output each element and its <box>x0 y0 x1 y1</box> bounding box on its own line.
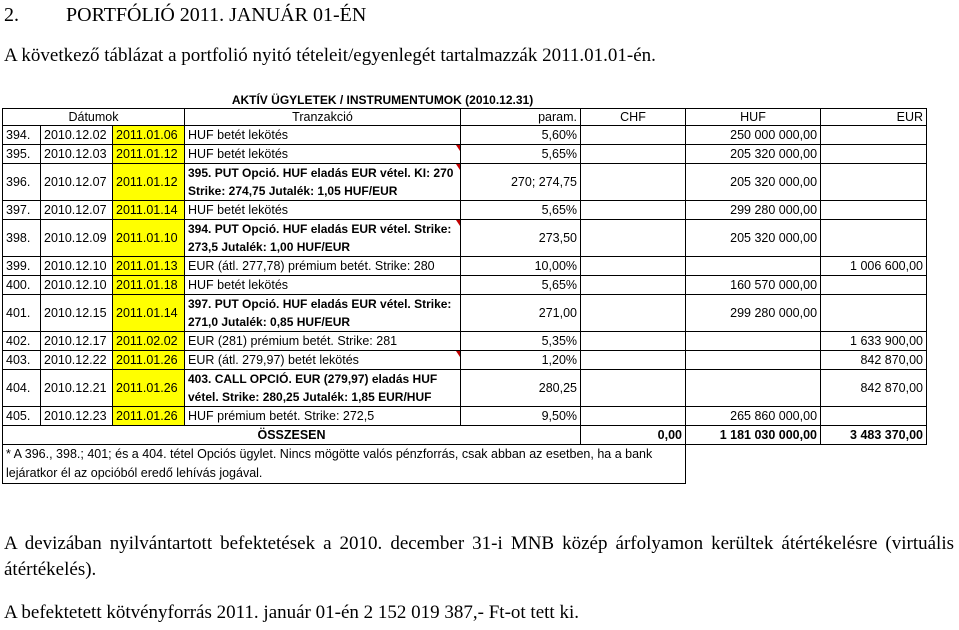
row-transaction: HUF betét lekötés <box>185 145 461 164</box>
row-date-end: 2011.01.12 <box>113 164 185 201</box>
row-date-start: 2010.12.21 <box>41 370 113 407</box>
row-id: 400. <box>3 276 41 295</box>
row-id: 402. <box>3 332 41 351</box>
header-huf: HUF <box>686 109 821 126</box>
paragraph-revaluation: A devizában nyilvántartott befektetések a 2010. december 31-i MNB közép árfolyamon kerültek átértékelésre (virtuális átértékelés). <box>4 533 954 580</box>
row-transaction: 394. PUT Opció. HUF eladás EUR vétel. Strike: 273,5 Jutalék: 1,00 HUF/EUR <box>185 220 461 257</box>
header-tranzakcio: Tranzakció <box>185 109 461 126</box>
row-date-end: 2011.01.14 <box>113 295 185 332</box>
row-transaction: EUR (átl. 277,78) prémium betét. Strike: 280 <box>185 257 461 276</box>
row-transaction: 403. CALL OPCIÓ. EUR (279,97) eladás HUF vétel. Strike: 280,25 Jutalék: 1,85 EUR/HUF <box>185 370 461 407</box>
row-param: 270; 274,75 <box>461 164 581 201</box>
row-date-start: 2010.12.10 <box>41 276 113 295</box>
row-transaction: HUF prémium betét. Strike: 272,5 <box>185 407 461 426</box>
portfolio-table <box>2 92 926 484</box>
row-chf <box>581 164 686 201</box>
paragraph-bond-source: A befektetett kötvényforrás 2011. január 01-én 2 152 019 387,- Ft-ot tett ki. <box>4 602 579 623</box>
row-eur <box>821 145 927 164</box>
row-param: 280,25 <box>461 370 581 407</box>
row-id: 399. <box>3 257 41 276</box>
row-huf: 299 280 000,00 <box>686 295 821 332</box>
row-date-start: 2010.12.02 <box>41 126 113 145</box>
row-id: 401. <box>3 295 41 332</box>
table-row <box>3 370 927 407</box>
row-id: 405. <box>3 407 41 426</box>
row-date-end: 2011.01.12 <box>113 145 185 164</box>
row-date-end: 2011.01.10 <box>113 220 185 257</box>
note-row <box>3 445 927 484</box>
row-date-end: 2011.01.06 <box>113 126 185 145</box>
table-note: * A 396., 398.; 401; és a 404. tétel Opciós ügylet. Nincs mögötte valós pénzforrás, csak abban az esetben, ha a bank lejáratkor él az opcióból eredő lehívás jogával. <box>3 445 686 484</box>
row-param: 1,20% <box>461 351 581 370</box>
row-transaction: 395. PUT Opció. HUF eladás EUR vétel. KI: 270 Strike: 274,75 Jutalék: 1,05 HUF/EUR <box>185 164 461 201</box>
table-row <box>3 407 927 426</box>
table-row <box>3 220 927 257</box>
row-date-end: 2011.01.14 <box>113 201 185 220</box>
row-id: 397. <box>3 201 41 220</box>
row-huf <box>686 332 821 351</box>
header-chf: CHF <box>581 109 686 126</box>
table-title: AKTÍV ÜGYLETEK / INSTRUMENTUMOK (2010.12.31) <box>231 93 534 107</box>
row-eur <box>821 126 927 145</box>
row-id: 403. <box>3 351 41 370</box>
row-date-start: 2010.12.17 <box>41 332 113 351</box>
total-row <box>3 426 927 445</box>
row-transaction: EUR (átl. 279,97) betét lekötés <box>185 351 461 370</box>
row-chf <box>581 332 686 351</box>
row-huf <box>686 351 821 370</box>
row-chf <box>581 201 686 220</box>
section-title: PORTFÓLIÓ 2011. JANUÁR 01-ÉN <box>66 4 367 26</box>
table-row <box>3 126 927 145</box>
comment-marker-icon <box>456 351 460 357</box>
total-eur: 3 483 370,00 <box>821 426 927 445</box>
row-chf <box>581 351 686 370</box>
row-date-end: 2011.01.26 <box>113 351 185 370</box>
row-id: 394. <box>3 126 41 145</box>
row-transaction: HUF betét lekötés <box>185 126 461 145</box>
row-huf: 250 000 000,00 <box>686 126 821 145</box>
row-huf <box>686 370 821 407</box>
row-chf <box>581 257 686 276</box>
table-row <box>3 295 927 332</box>
row-date-start: 2010.12.03 <box>41 145 113 164</box>
row-date-end: 2011.01.18 <box>113 276 185 295</box>
row-chf <box>581 407 686 426</box>
row-eur <box>821 295 927 332</box>
row-date-start: 2010.12.22 <box>41 351 113 370</box>
row-chf <box>581 220 686 257</box>
row-huf: 205 320 000,00 <box>686 145 821 164</box>
row-eur: 1 006 600,00 <box>821 257 927 276</box>
row-date-start: 2010.12.15 <box>41 295 113 332</box>
row-id: 395. <box>3 145 41 164</box>
row-chf <box>581 126 686 145</box>
section-number: 2. <box>4 4 19 26</box>
row-eur <box>821 407 927 426</box>
row-eur <box>821 164 927 201</box>
row-huf <box>686 257 821 276</box>
row-eur: 842 870,00 <box>821 370 927 407</box>
row-id: 398. <box>3 220 41 257</box>
row-chf <box>581 295 686 332</box>
row-param: 5,65% <box>461 276 581 295</box>
section-heading <box>4 4 366 27</box>
table-row <box>3 351 927 370</box>
row-transaction: HUF betét lekötés <box>185 276 461 295</box>
row-date-start: 2010.12.09 <box>41 220 113 257</box>
table-row <box>3 145 927 164</box>
header-datumok: Dátumok <box>3 109 185 126</box>
row-param: 273,50 <box>461 220 581 257</box>
comment-marker-icon <box>456 145 460 151</box>
table-row <box>3 164 927 201</box>
comment-marker-icon <box>456 220 460 226</box>
row-param: 271,00 <box>461 295 581 332</box>
row-date-start: 2010.12.07 <box>41 201 113 220</box>
table-row <box>3 332 927 351</box>
row-date-start: 2010.12.10 <box>41 257 113 276</box>
row-date-start: 2010.12.23 <box>41 407 113 426</box>
row-eur <box>821 276 927 295</box>
row-param: 5,60% <box>461 126 581 145</box>
total-huf: 1 181 030 000,00 <box>686 426 821 445</box>
row-huf: 205 320 000,00 <box>686 220 821 257</box>
row-chf <box>581 370 686 407</box>
row-huf: 160 570 000,00 <box>686 276 821 295</box>
empty-cell <box>821 445 927 484</box>
row-eur: 842 870,00 <box>821 351 927 370</box>
row-eur <box>821 220 927 257</box>
empty-cell <box>686 445 821 484</box>
row-chf <box>581 145 686 164</box>
table-row <box>3 257 927 276</box>
row-transaction: EUR (281) prémium betét. Strike: 281 <box>185 332 461 351</box>
row-date-end: 2011.01.26 <box>113 370 185 407</box>
row-eur: 1 633 900,00 <box>821 332 927 351</box>
row-id: 396. <box>3 164 41 201</box>
total-chf: 0,00 <box>581 426 686 445</box>
row-date-start: 2010.12.07 <box>41 164 113 201</box>
row-date-end: 2011.02.02 <box>113 332 185 351</box>
table-row <box>3 201 927 220</box>
comment-marker-icon <box>456 164 460 170</box>
row-eur <box>821 201 927 220</box>
row-id: 404. <box>3 370 41 407</box>
header-param: param. <box>461 109 581 126</box>
row-param: 5,65% <box>461 145 581 164</box>
header-eur: EUR <box>821 109 927 126</box>
intro-text: A következő táblázat a portfolió nyitó tételeit/egyenlegét tartalmazzák 2011.01.01-én. <box>4 45 656 66</box>
total-label: ÖSSZESEN <box>3 426 581 445</box>
row-param: 5,35% <box>461 332 581 351</box>
row-date-end: 2011.01.13 <box>113 257 185 276</box>
row-chf <box>581 276 686 295</box>
row-param: 10,00% <box>461 257 581 276</box>
table-row <box>3 276 927 295</box>
row-huf: 205 320 000,00 <box>686 164 821 201</box>
row-date-end: 2011.01.26 <box>113 407 185 426</box>
row-transaction: HUF betét lekötés <box>185 201 461 220</box>
row-param: 9,50% <box>461 407 581 426</box>
row-transaction: 397. PUT Opció. HUF eladás EUR vétel. Strike: 271,0 Jutalék: 0,85 HUF/EUR <box>185 295 461 332</box>
row-huf: 265 860 000,00 <box>686 407 821 426</box>
row-param: 5,65% <box>461 201 581 220</box>
row-huf: 299 280 000,00 <box>686 201 821 220</box>
